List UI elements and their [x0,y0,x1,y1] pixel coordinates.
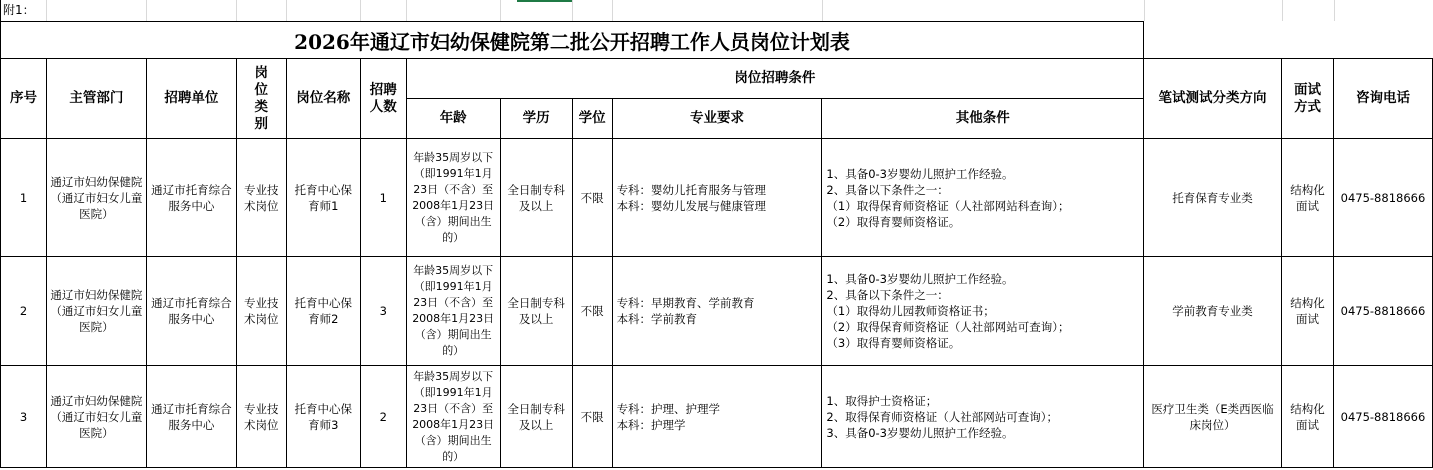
cell-phone: 0475-8818666 [1333,257,1432,366]
cell-education: 全日制专科及以上 [500,139,572,257]
cell-interview: 结构化面试 [1281,139,1333,257]
header-post-type: 岗位类别 [236,59,286,139]
cell-degree: 不限 [572,139,612,257]
cell-seq: 3 [1,366,47,468]
cell-dept: 通辽市妇幼保健院（通辽市妇女儿童医院） [46,139,146,257]
cell-degree: 不限 [572,366,612,468]
cell-count: 1 [360,139,406,257]
cell-count: 3 [360,257,406,366]
cell-other [822,257,1144,366]
cell-seq: 2 [1,257,47,366]
header-post-name: 岗位名称 [286,59,360,139]
cell-post-name: 托育中心保育师2 [286,257,360,366]
annex-label: 附1： [3,3,35,17]
other-line: （2）取得育婴师资格证。 [826,214,961,229]
cell-unit: 通辽市托育综合服务中心 [146,139,236,257]
other-line: 1、取得护士资格证； [826,393,938,408]
cell-interview: 结构化面试 [1281,257,1333,366]
other-line: （1）取得幼儿园教师资格证书； [826,304,995,318]
major-line: 专科：护理、护理学 [616,401,721,416]
other-line: 2、具备以下条件之一： [826,182,949,197]
page-title: 2026年通辽市妇幼保健院第二批公开招聘工作人员岗位计划表 [294,29,850,54]
cell-post-name: 托育中心保育师3 [286,366,360,468]
cell-exam: 学前教育专业类 [1144,257,1282,366]
major-line: 本科：婴幼儿发展与健康管理 [616,198,767,213]
cell-other [822,366,1144,468]
major-line: 专科：婴幼儿托育服务与管理 [616,182,767,197]
cell-unit: 通辽市托育综合服务中心 [146,257,236,366]
cell-post-type: 专业技术岗位 [236,139,286,257]
major-line: 本科：护理学 [616,417,686,432]
cell-post-type: 专业技术岗位 [236,366,286,468]
header-other: 其他条件 [822,99,1144,139]
cell-major [612,257,822,366]
cell-dept: 通辽市妇幼保健院（通辽市妇女儿童医院） [46,366,146,468]
cell-post-name: 托育中心保育师1 [286,139,360,257]
other-line: 3、具备0-3岁婴幼儿照护工作经验。 [826,425,1014,440]
cell-age: 年龄35周岁以下（即1991年1月23日（不含）至2008年1月23日（含）期间出生的） [406,139,500,257]
cell-dept: 通辽市妇幼保健院（通辽市妇女儿童医院） [46,257,146,366]
selected-cell-indicator [517,0,572,2]
cell-education: 全日制专科及以上 [500,366,572,468]
header-exam: 笔试测试分类方向 [1144,59,1282,139]
cell-interview: 结构化面试 [1281,366,1333,468]
header-phone: 咨询电话 [1333,59,1432,139]
header-count: 招聘人数 [360,59,406,139]
other-line: 1、具备0-3岁婴幼儿照护工作经验。 [826,166,1014,181]
other-line: 2、具备以下条件之一： [826,288,949,302]
header-seq: 序号 [1,59,47,139]
cell-count: 2 [360,366,406,468]
header-age: 年龄 [406,99,500,139]
cell-post-type: 专业技术岗位 [236,257,286,366]
cell-major [612,139,822,257]
major-line: 本科：学前教育 [616,312,698,326]
header-unit: 招聘单位 [146,59,236,139]
cell-unit: 通辽市托育综合服务中心 [146,366,236,468]
header-dept: 主管部门 [46,59,146,139]
major-line: 专科：早期教育、学前教育 [616,296,755,310]
other-line: 2、取得保育师资格证（人社部网站可查询）； [826,409,1058,424]
table-row [1,139,1433,257]
cell-age: 年龄35周岁以下（即1991年1月23日（不含）至2008年1月23日（含）期间出生的） [406,366,500,468]
cell-phone: 0475-8818666 [1333,139,1432,257]
cell-degree: 不限 [572,257,612,366]
cell-other [822,139,1144,257]
header-degree: 学位 [572,99,612,139]
cell-phone: 0475-8818666 [1333,366,1432,468]
header-major: 专业要求 [612,99,822,139]
table-row [1,257,1433,366]
table-row [1,366,1433,468]
cell-education: 全日制专科及以上 [500,257,572,366]
header-interview: 面试方式 [1281,59,1333,139]
other-line: （3）取得育婴师资格证。 [826,336,961,350]
cell-age: 年龄35周岁以下（即1991年1月23日（不含）至2008年1月23日（含）期间出生的） [406,257,500,366]
header-education: 学历 [500,99,572,139]
other-line: 1、具备0-3岁婴幼儿照护工作经验。 [826,272,1014,286]
sheet-gridlines [0,0,1433,21]
other-line: （1）取得保育师资格证（人社部网站科查询）； [826,198,1070,213]
position-plan-table [0,58,1433,468]
cell-exam: 医疗卫生类（E类西医临床岗位） [1144,366,1282,468]
other-line: （2）取得保育师资格证（人社部网站可查询）； [826,320,1070,334]
cell-exam: 托育保育专业类 [1144,139,1282,257]
cell-seq: 1 [1,139,47,257]
header-conditions: 岗位招聘条件 [406,59,1143,99]
cell-major [612,366,822,468]
